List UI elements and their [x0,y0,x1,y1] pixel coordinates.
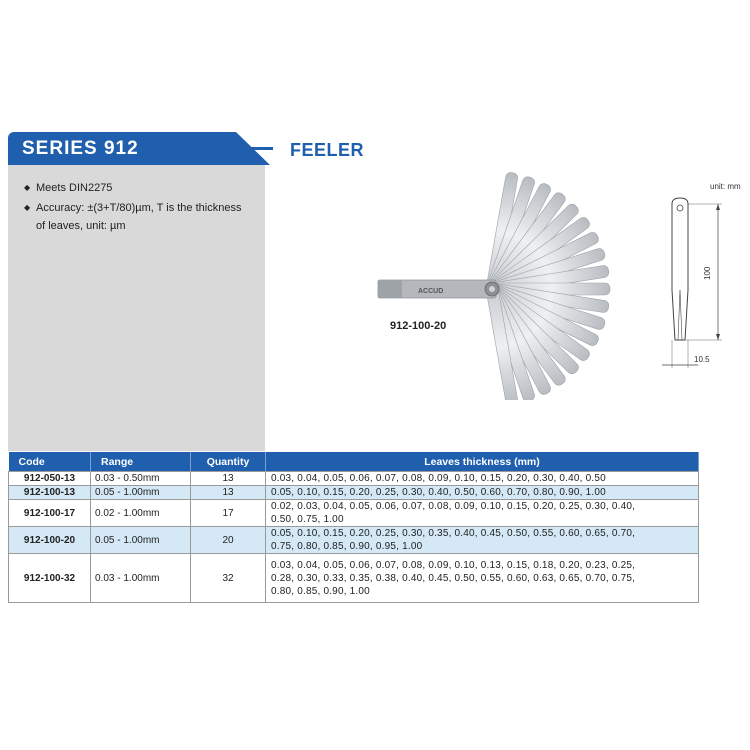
cell-quantity: 13 [191,486,266,500]
cell-quantity: 13 [191,472,266,486]
gauge-blades [486,172,610,400]
cell-code: 912-100-13 [9,486,91,500]
cell-code: 912-100-20 [9,527,91,554]
pivot-screw-center [489,286,495,292]
col-header-range: Range [91,452,191,472]
cell-range: 0.05 - 1.00mm [91,486,191,500]
table-row [9,554,699,603]
cell-range: 0.03 - 0.50mm [91,472,191,486]
unit-label: unit: mm [710,182,741,191]
feature-text: Meets DIN2275 [36,182,113,194]
blade-hole [677,205,683,211]
cell-quantity: 20 [191,527,266,554]
leaves-line: 0.02, 0.03, 0.04, 0.05, 0.06, 0.07, 0.08, 0.09, 0.10, 0.15, 0.20, 0.25, 0.30, 0.40, [271,501,636,512]
table-row [9,472,699,486]
cell-leaves [266,500,699,527]
product-title: FEELER [290,140,365,160]
table-row [9,500,699,527]
cell-range: 0.03 - 1.00mm [91,554,191,603]
cell-quantity: 17 [191,500,266,527]
cell-range: 0.02 - 1.00mm [91,500,191,527]
feature-item [24,199,259,235]
col-header-quantity: Quantity [191,452,266,472]
model-label: 912-100-20 [390,320,447,332]
leaves-line: 0.80, 0.85, 0.90, 1.00 [271,585,370,597]
length-dimension-text: 100 [703,266,712,280]
cell-code: 912-100-32 [9,554,91,603]
feature-text: Accuracy: ±(3+T/80)µm, T is the thickness [36,202,242,214]
col-header-leaves: Leaves thickness (mm) [266,452,699,472]
cell-leaves: 0.05, 0.10, 0.15, 0.20, 0.25, 0.30, 0.40, 0.50, 0.60, 0.70, 0.80, 0.90, 1.00 [266,486,699,500]
width-dimension-text: 10.5 [694,355,710,364]
cell-leaves [266,554,699,603]
bullet-diamond-icon: ◆ [24,183,31,192]
gauge-handle-end [378,280,402,298]
brand-mark: ACCUD [418,288,444,295]
series-title: SERIES 912 [22,138,139,159]
col-header-code: Code [9,452,91,472]
cell-code: 912-050-13 [9,472,91,486]
leaves-line: 0.50, 0.75, 1.00 [271,514,344,525]
features-panel [8,165,265,451]
leaves-line: 0.05, 0.10, 0.15, 0.20, 0.25, 0.30, 0.35, 0.40, 0.45, 0.50, 0.55, 0.60, 0.65, 0.70, [271,528,636,539]
table-header-row [9,452,699,472]
feature-item [24,179,259,197]
cell-range: 0.05 - 1.00mm [91,527,191,554]
cell-leaves: 0.03, 0.04, 0.05, 0.06, 0.07, 0.08, 0.09, 0.10, 0.15, 0.20, 0.30, 0.40, 0.50 [266,472,699,486]
cell-code: 912-100-17 [9,500,91,527]
section-header [8,132,750,165]
leaves-line: 0.28, 0.30, 0.33, 0.35, 0.38, 0.40, 0.45, 0.50, 0.55, 0.60, 0.63, 0.65, 0.70, 0.75, [271,572,636,584]
dimension-drawing [650,190,740,380]
cell-quantity: 32 [191,554,266,603]
spec-table [8,452,699,603]
feeler-gauge-image [370,170,620,400]
leaves-line: 0.03, 0.04, 0.05, 0.06, 0.07, 0.08, 0.09, 0.10, 0.13, 0.15, 0.18, 0.20, 0.23, 0.25, [271,559,636,571]
leaves-line: 0.75, 0.80, 0.85, 0.90, 0.95, 1.00 [271,541,423,552]
cell-leaves [266,527,699,554]
table-row [9,486,699,500]
bullet-diamond-icon: ◆ [24,203,31,212]
blade-outline [672,198,688,340]
table-row [9,527,699,554]
feature-text-continued: of leaves, unit: µm [36,220,126,232]
